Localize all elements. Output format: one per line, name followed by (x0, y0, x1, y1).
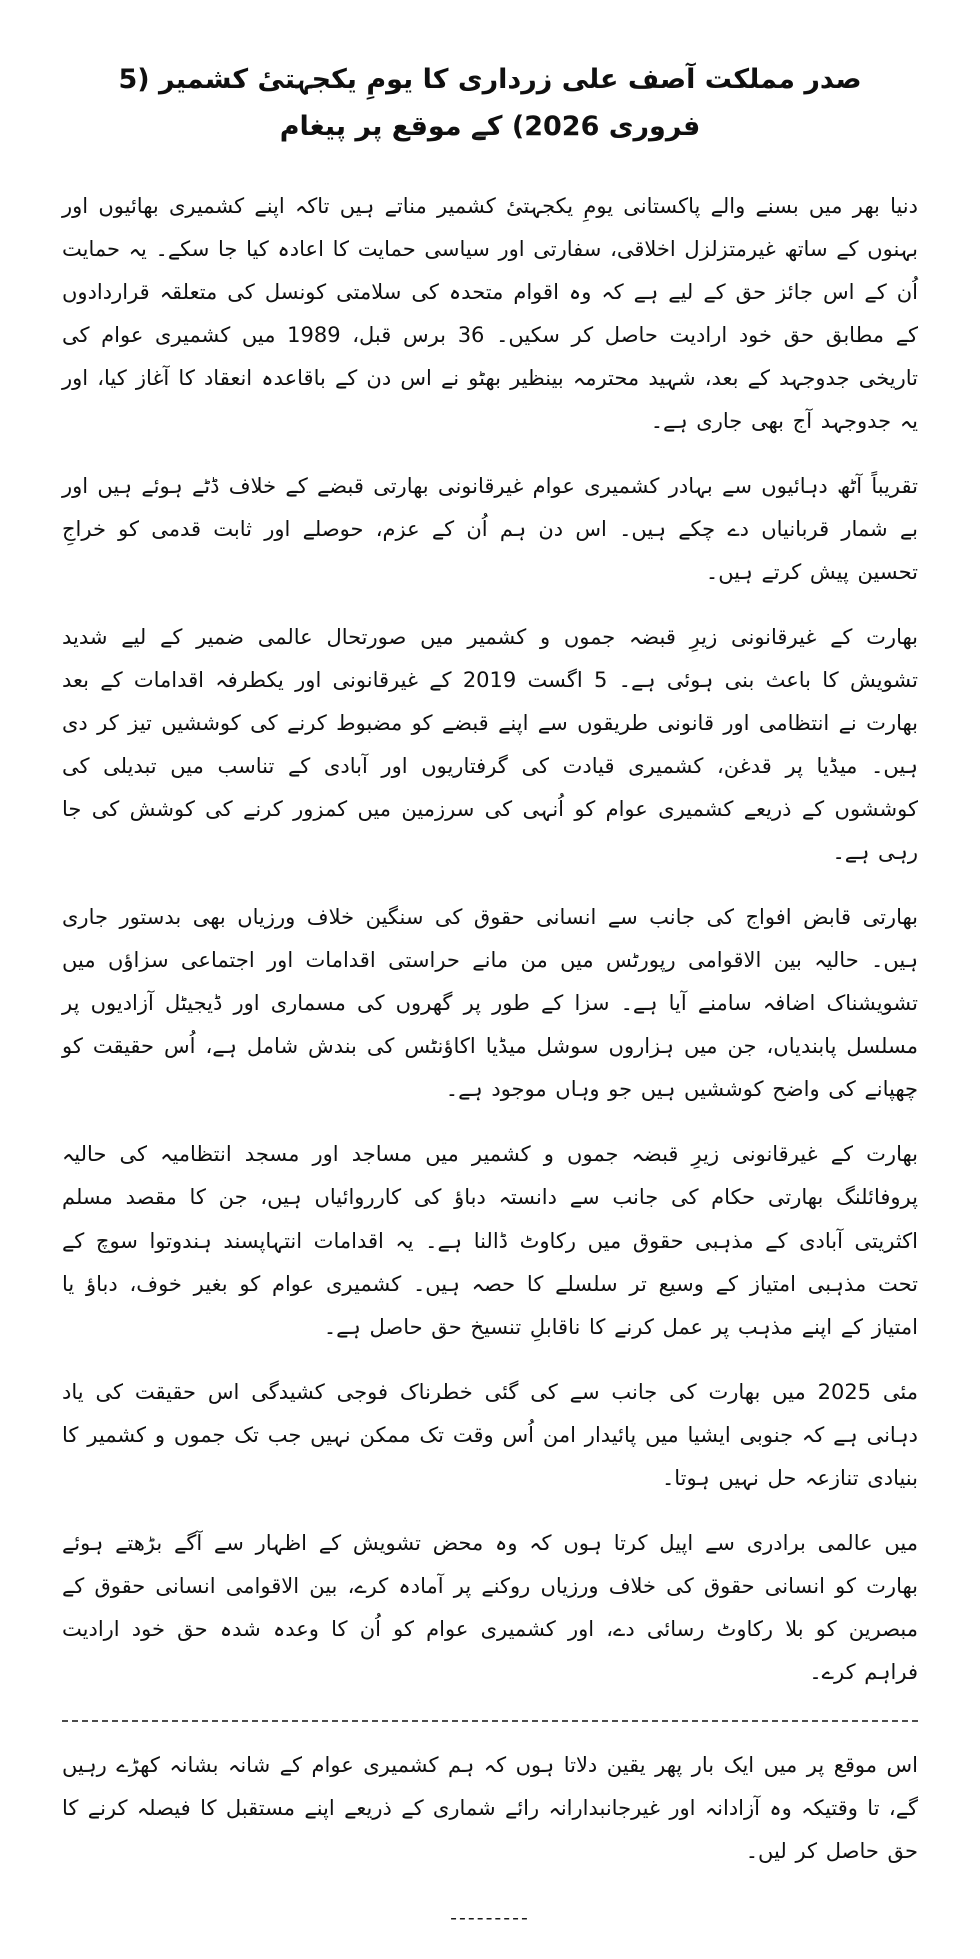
paragraph: بھارت کے غیرقانونی زیرِ قبضہ جموں و کشمیر میں مساجد اور مسجد انتظامیہ کی حالیہ پروفائلنگ بھارتی حکام کی جانب سے دانستہ دباؤ کی کارروائیاں ہیں، جن کا مقصد مسلم اکثریتی آبادی کے مذہبی حقوق میں رکاوٹ ڈالنا ہے۔ یہ اقدامات انتہاپسند ہندوتوا سوچ کے تحت مذہبی امتیاز کے وسیع تر سلسلے کا حصہ ہیں۔ کشمیری عوام کو بغیر خوف، دباؤ یا امتیاز کے اپنے مذہب پر عمل کرنے کا ناقابلِ تنسیخ حق حاصل ہے۔ (62, 1142, 918, 1339)
document-body (62, 185, 918, 1695)
paragraph: میں عالمی برادری سے اپیل کرتا ہوں کہ وہ محض تشویش کے اظہار سے آگے بڑھتے ہوئے بھارت کو انسانی حقوق کی خلاف ورزیاں روکنے پر آمادہ کرے، بین الاقوامی انسانی حقوق کے مبصرین کو بلا رکاوٹ رسائی دے، اور کشمیری عوام کو اُن کا وعدہ شدہ حق خود ارادیت فراہم کرے۔ (62, 1530, 918, 1684)
paragraph: بھارت کے غیرقانونی زیرِ قبضہ جموں و کشمیر میں صورتحال عالمی ضمیر کے لیے شدید تشویش کا باعث بنی ہوئی ہے۔ 5 اگست 2019 کے غیرقانونی اور یکطرفہ اقدامات کے بعد بھارت نے انتظامی اور قانونی طریقوں سے اپنے قبضے کو مضبوط کرنے کی کوششیں تیز کر دی ہیں۔ میڈیا پر قدغن، کشمیری قیادت کی گرفتاریوں اور آبادی کے تناسب میں تبدیلی کی کوششوں کے ذریعے کشمیری عوام کو اُنہی کی سرزمین میں کمزور کرنے کی کوشش کی جا رہی ہے۔ (62, 624, 918, 865)
paragraph: مئی 2025 میں بھارت کی جانب سے کی گئی خطرناک فوجی کشیدگی اس حقیقت کی یاد دہانی ہے کہ جنوبی ایشیا میں پائیدار امن اُس وقت تک ممکن نہیں جب تک جموں و کشمیر کا بنیادی تنازعہ حل نہیں ہوتا۔ (62, 1379, 918, 1490)
section-divider (62, 1720, 918, 1722)
closing-paragraph: اس موقع پر میں ایک بار پھر یقین دلاتا ہوں کہ ہم کشمیری عوام کے شانہ بشانہ کھڑے رہیں گے، تا وقتیکہ وہ آزادانہ اور غیرجانبدارانہ رائے شماری کے ذریعے اپنے مستقبل کا فیصلہ کرنے کا حق حاصل کر لیں۔ (62, 1753, 918, 1864)
end-mark: --------- (450, 1907, 530, 1930)
paragraph: تقریباً آٹھ دہائیوں سے بہادر کشمیری عوام غیرقانونی بھارتی قبضے کے خلاف ڈٹے ہوئے ہیں اور بے شمار قربانیاں دے چکے ہیں۔ اس دن ہم اُن کے عزم، حوصلے اور ثابت قدمی کو خراجِ تحسین پیش کرتے ہیں۔ (62, 473, 918, 584)
paragraph: بھارتی قابض افواج کی جانب سے انسانی حقوق کی سنگین خلاف ورزیاں بھی بدستور جاری ہیں۔ حالیہ بین الاقوامی رپورٹس میں من مانے حراستی اقدامات اور اجتماعی سزاؤں میں تشویشناک اضافہ سامنے آیا ہے۔ سزا کے طور پر گھروں کی مسماری اور ڈیجیٹل آزادیوں پر مسلسل پابندیاں، جن میں ہزاروں سوشل میڈیا اکاؤنٹس کی بندش شامل ہے، اُس حقیقت کو چھپانے کی واضح کوششیں ہیں جو وہاں موجود ہے۔ (62, 905, 918, 1102)
page-title: صدر مملکت آصف علی زرداری کا یومِ یکجہتیٔ کشمیر (5 فروری 2026) کے موقع پر پیغام (118, 64, 862, 143)
paragraph: دنیا بھر میں بسنے والے پاکستانی یومِ یکجہتیٔ کشمیر مناتے ہیں تاکہ اپنے کشمیری بھائیوں اور بہنوں کے ساتھ غیرمتزلزل اخلاقی، سفارتی اور سیاسی حمایت کا اعادہ کیا جا سکے۔ یہ حمایت اُن کے اس جائز حق کے لیے ہے کہ وہ اقوام متحدہ کی سلامتی کونسل کی متعلقہ قراردادوں کے مطابق حق خود ارادیت حاصل کر سکیں۔ 36 برس قبل، 1989 میں کشمیری عوام کی تاریخی جدوجہد کے بعد، شہید محترمہ بینظیر بھٹو نے اس دن کے باقاعدہ انعقاد کا آغاز کیا، اور یہ جدوجہد آج بھی جاری ہے۔ (62, 193, 918, 433)
